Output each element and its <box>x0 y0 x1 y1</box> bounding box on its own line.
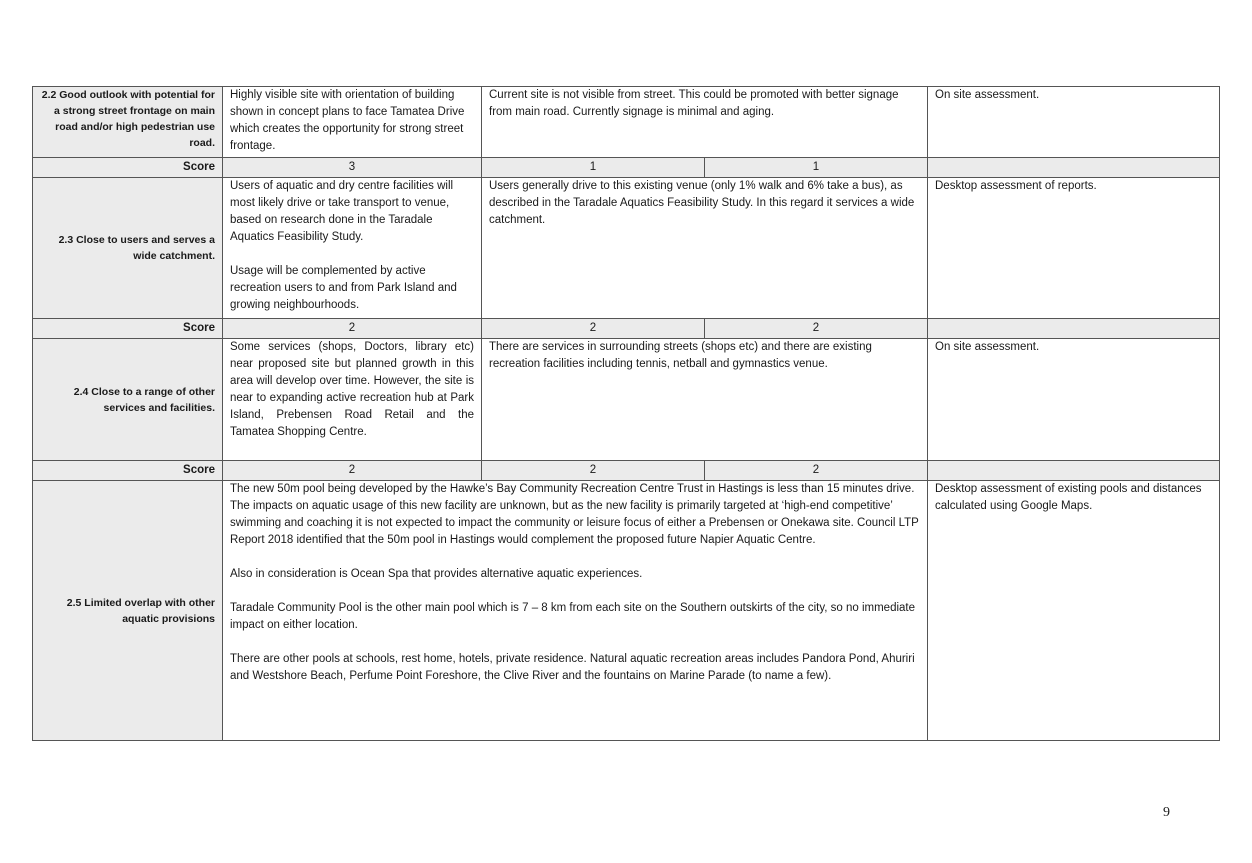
overlap-paragraph: Taradale Community Pool is the other main pool which is 7 – 8 km from each site on the Southern outskirts of the city, so no immediate impact on either location. <box>230 602 916 631</box>
assessment-method: Desktop assessment of reports. <box>928 178 1220 319</box>
score-cell: 2 <box>705 319 928 339</box>
assessment-table <box>32 86 1220 741</box>
score-label: Score <box>33 461 223 481</box>
score-cell: 2 <box>482 319 705 339</box>
score-empty-cell <box>928 158 1220 178</box>
score-cell: 2 <box>482 461 705 481</box>
score-cell: 1 <box>705 158 928 178</box>
score-cell: 3 <box>223 158 482 178</box>
criterion-label: 2.4 Close to a range of other services and facilities. <box>33 339 223 461</box>
overlap-paragraph: Also in consideration is Ocean Spa that provides alternative aquatic experiences. <box>230 568 643 580</box>
criterion-row-2-4 <box>33 339 1220 461</box>
score-label: Score <box>33 158 223 178</box>
prebensen-assessment: Some services (shops, Doctors, library etc) near proposed site but planned growth in this area will develop over time. However, the site is near to expanding active recreation hub at Park Island, Prebensen Road Retail and the Tamatea Shopping Centre. <box>223 339 482 461</box>
score-cell: 2 <box>705 461 928 481</box>
assessment-method: Desktop assessment of existing pools and distances calculated using Google Maps. <box>928 481 1220 741</box>
score-empty-cell <box>928 461 1220 481</box>
score-row-2-3 <box>33 319 1220 339</box>
score-cell: 1 <box>482 158 705 178</box>
score-row-2-2 <box>33 158 1220 178</box>
criterion-row-2-5 <box>33 481 1220 741</box>
onekawa-assessment: Current site is not visible from street. This could be promoted with better signage from main road. Currently signage is minimal and aging. <box>482 87 928 158</box>
prebensen-assessment: Highly visible site with orientation of building shown in concept plans to face Tamatea Drive which creates the opportunity for strong street frontage. <box>223 87 482 158</box>
score-row-2-4 <box>33 461 1220 481</box>
criterion-row-2-2 <box>33 87 1220 158</box>
assessment-method: On site assessment. <box>928 87 1220 158</box>
criterion-label: 2.2 Good outlook with potential for a strong street frontage on main road and/or high pedestrian use road. <box>33 87 223 158</box>
prebensen-paragraph: Usage will be complemented by active recreation users to and from Park Island and growing neighbourhoods. <box>230 265 457 311</box>
overlap-assessment <box>223 481 928 741</box>
criterion-label: 2.3 Close to users and serves a wide catchment. <box>33 178 223 319</box>
criterion-label: 2.5 Limited overlap with other aquatic provisions <box>33 481 223 741</box>
criterion-row-2-3 <box>33 178 1220 319</box>
score-cell: 2 <box>223 461 482 481</box>
score-cell: 2 <box>223 319 482 339</box>
overlap-paragraph: There are other pools at schools, rest home, hotels, private residence. Natural aquatic recreation areas includes Pandora Pond, Ahuriri and Westshore Beach, Perfume Point Foreshore, the Clive River and the fountains on Marine Parade (to name a few). <box>230 653 915 682</box>
overlap-paragraph: The new 50m pool being developed by the Hawke’s Bay Community Recreation Centre Trust in Hastings is less than 15 minutes drive. The impacts on aquatic usage of this new facility are unknown, but as the new facility is primarily targeted at ‘high-end competitive’ swimming and coaching it is not expected to impact the community or leisure focus of either a Prebensen or Onekawa site. Council LTP Report 2018 identified that the 50m pool in Hastings would complement the proposed future Napier Aquatic Centre. <box>230 483 919 546</box>
prebensen-assessment <box>223 178 482 319</box>
score-empty-cell <box>928 319 1220 339</box>
score-label: Score <box>33 319 223 339</box>
onekawa-assessment: Users generally drive to this existing venue (only 1% walk and 6% take a bus), as described in the Taradale Aquatics Feasibility Study. In this regard it services a wide catchment. <box>482 178 928 319</box>
prebensen-paragraph: Users of aquatic and dry centre facilities will most likely drive or take transport to venue, based on research done in the Taradale Aquatics Feasibility Study. <box>230 180 454 243</box>
page-number: 9 <box>1163 805 1170 820</box>
onekawa-assessment: There are services in surrounding streets (shops etc) and there are existing recreation facilities including tennis, netball and gymnastics venue. <box>482 339 928 461</box>
assessment-method: On site assessment. <box>928 339 1220 461</box>
